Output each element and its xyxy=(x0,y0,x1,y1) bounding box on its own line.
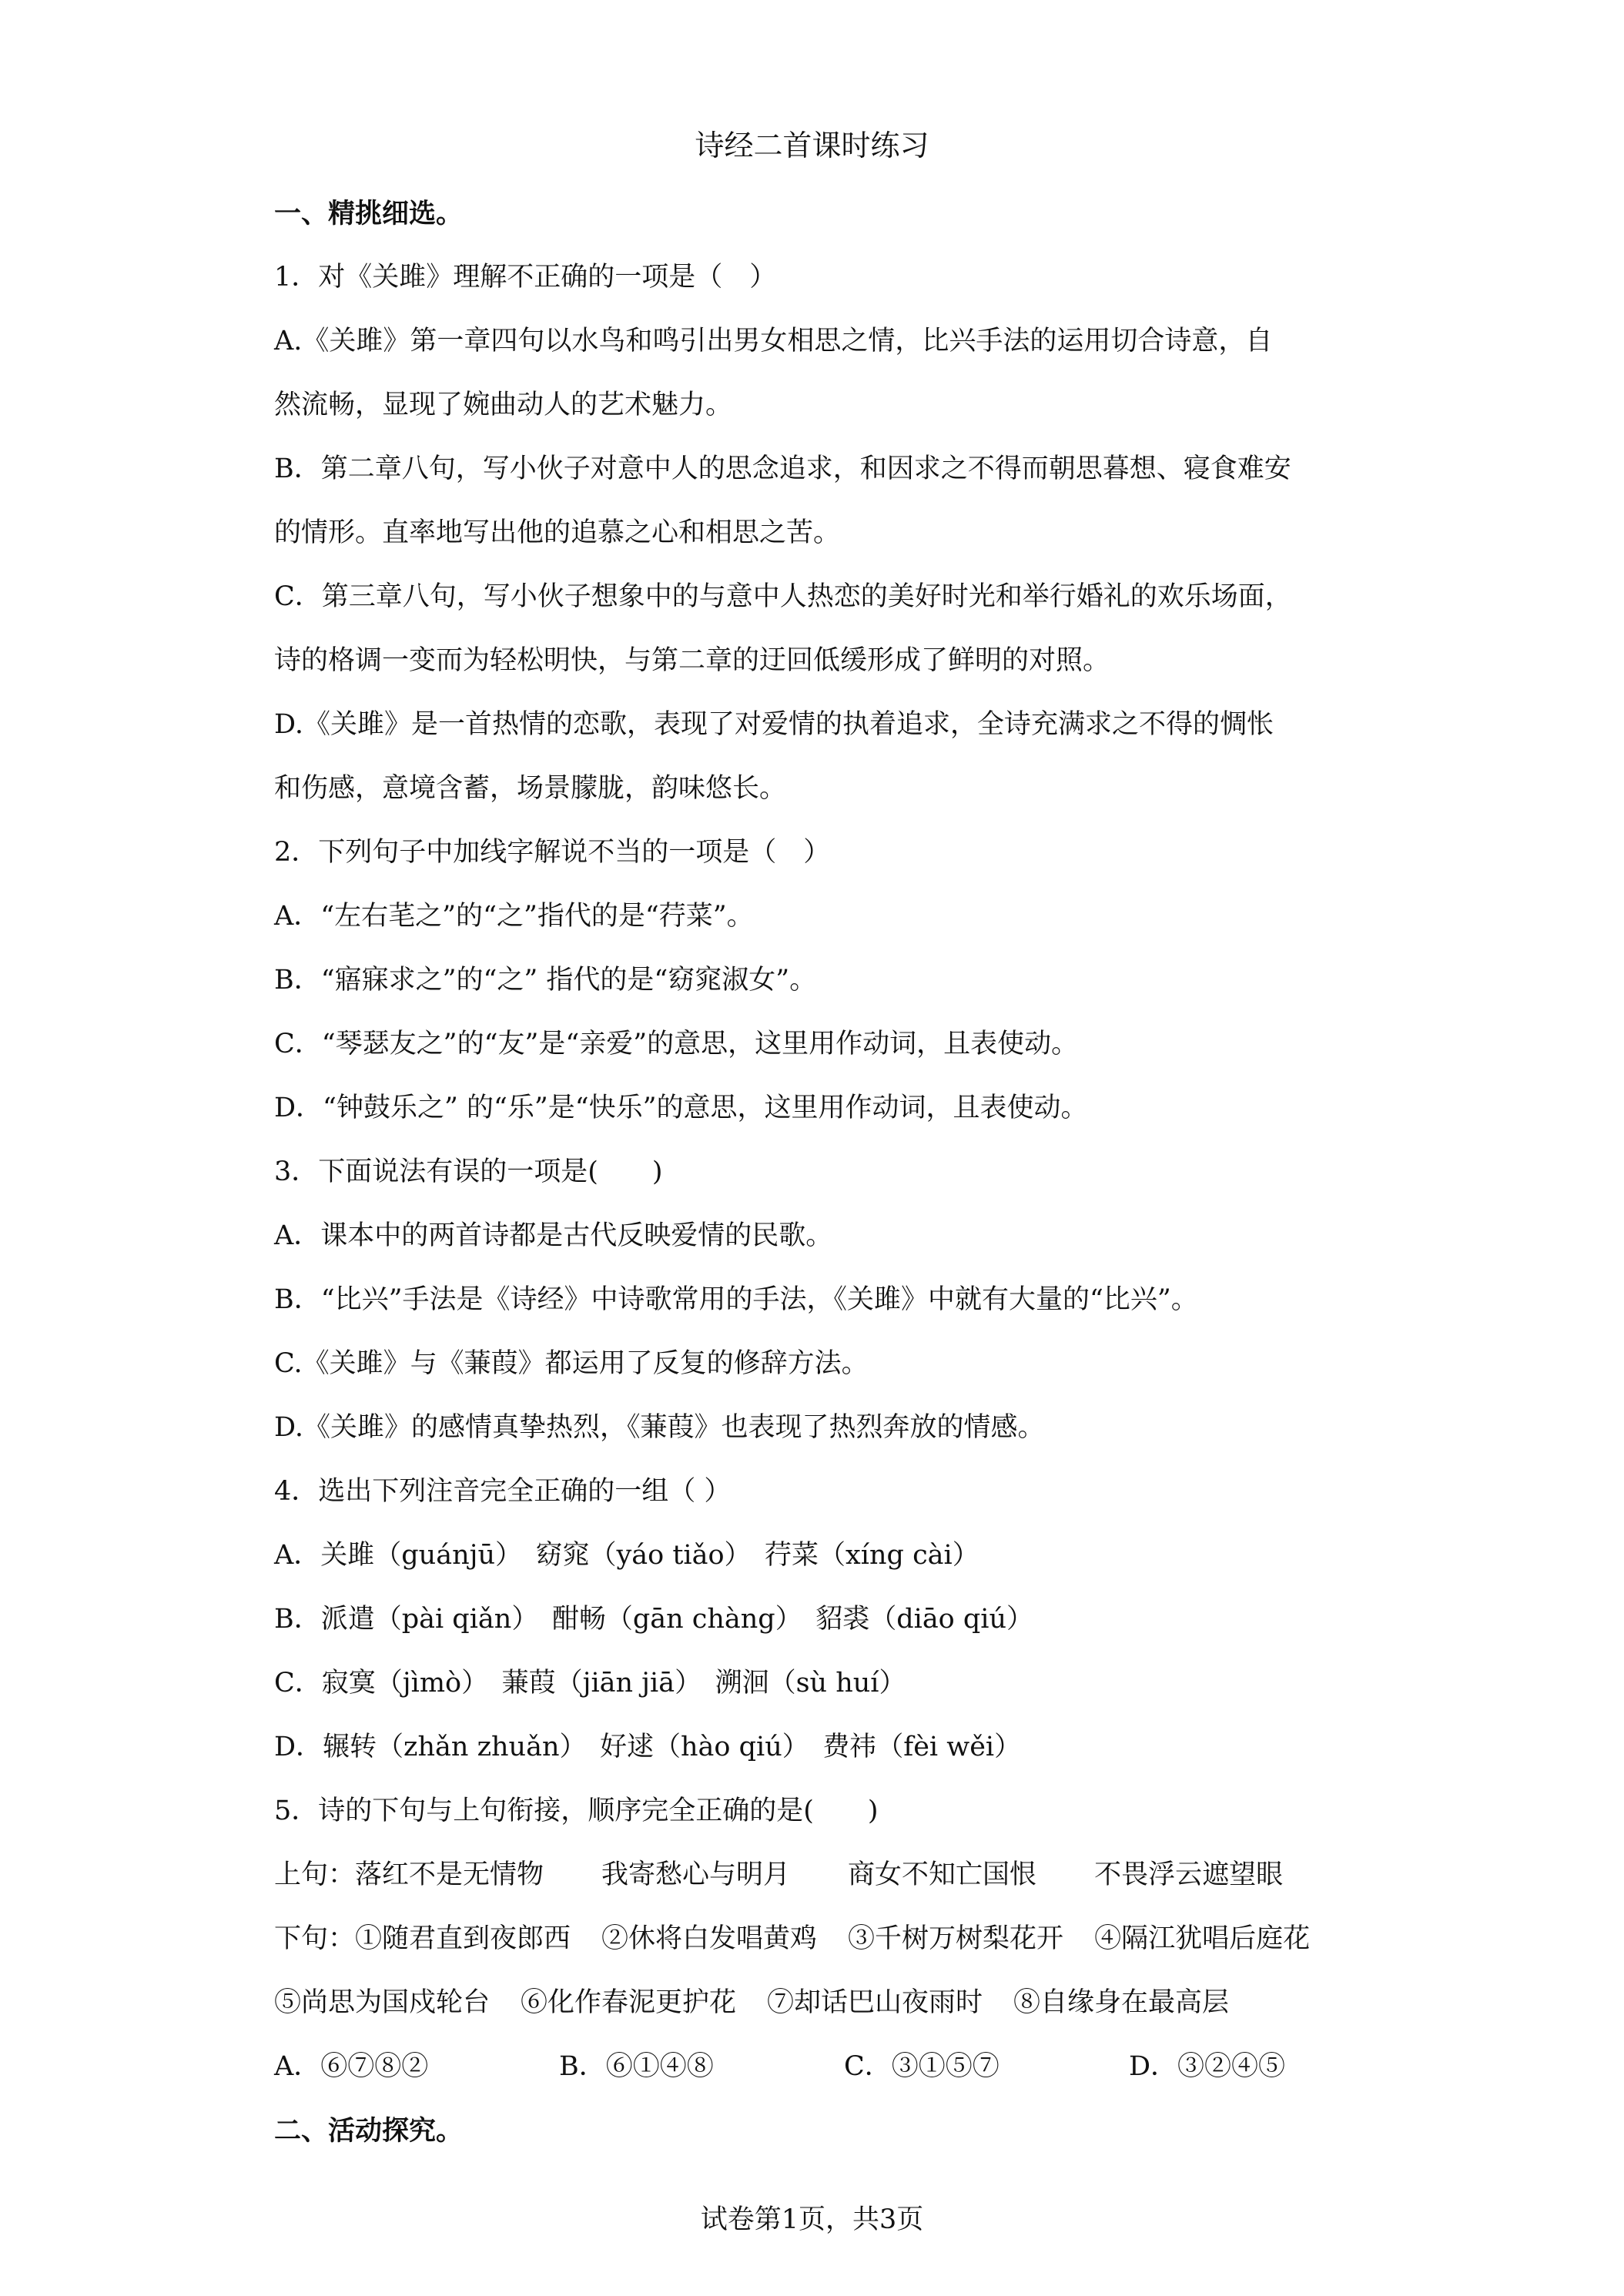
question-4-option-b: B．派遣（pài qiǎn） 酣畅（gān chàng） 貂裘（diāo qiú） xyxy=(274,1604,1034,1635)
question-4-option-d: D．辗转（zhǎn zhuǎn） 好逑（hào qiú） 费祎（fèi wěi） xyxy=(274,1732,1022,1762)
upper-line: 商女不知亡国恨 xyxy=(848,1859,1037,1890)
question-2-option-c: C．“琴瑟友之”的“友”是“亲爱”的意思，这里用作动词，且表使动。 xyxy=(274,1029,1079,1059)
lower-line: ②休将白发唱黄鸡 xyxy=(601,1923,818,1954)
question-2-option-a: A．“左右芼之”的“之”指代的是“荇菜”。 xyxy=(274,901,754,932)
question-3-option-c: C.《关雎》与《蒹葭》都运用了反复的修辞方法。 xyxy=(274,1348,869,1379)
question-1-option-b-cont: 的情形。直率地写出他的追慕之心和相思之苦。 xyxy=(274,517,841,548)
question-4-stem: 4．选出下列注音完全正确的一组（ ） xyxy=(274,1476,732,1507)
question-5-stem: 5．诗的下句与上句衔接，顺序完全正确的是( ) xyxy=(274,1796,879,1826)
question-2-option-d: D．“钟鼓乐之” 的“乐”是“快乐”的意思，这里用作动词，且表使动。 xyxy=(274,1093,1088,1123)
lower-line: ①随君直到夜郎西 xyxy=(355,1923,571,1954)
question-3-option-b: B．“比兴”手法是《诗经》中诗歌常用的手法，《关雎》中就有大量的“比兴”。 xyxy=(274,1284,1198,1315)
question-5-upper-lines xyxy=(274,1843,1368,1907)
lower-line: ③千树万树梨花开 xyxy=(848,1923,1064,1954)
lower-line: ⑤尚思为国戍轮台 xyxy=(274,1987,491,2018)
section-heading-1: 一、精挑细选。 xyxy=(274,198,464,229)
question-5-lower-lines-2 xyxy=(274,1971,1368,2035)
question-3-stem: 3．下面说法有误的一项是( ) xyxy=(274,1156,663,1187)
question-5-choices xyxy=(274,2035,1368,2099)
question-5-lower-lines-1 xyxy=(274,1907,1368,1971)
choice-c: C．③①⑤⑦ xyxy=(844,2051,1000,2082)
question-3-option-a: A．课本中的两首诗都是古代反映爱情的民歌。 xyxy=(274,1220,833,1251)
lower-line: ⑦却话巴山夜雨时 xyxy=(767,1987,983,2018)
page-footer: 试卷第1页，共3页 xyxy=(700,2204,924,2235)
question-1-option-a: A.《关雎》第一章四句以水鸟和鸣引出男女相思之情，比兴手法的运用切合诗意，自 xyxy=(274,326,1273,356)
question-4-option-c: C．寂寞（jìmò） 蒹葭（jiān jiā） 溯洄（sù huí） xyxy=(274,1668,906,1699)
lower-line: ⑧自缘身在最高层 xyxy=(1013,1987,1230,2018)
section-heading-2: 二、活动探究。 xyxy=(274,2115,464,2147)
question-1-stem: 1．对《关雎》理解不正确的一项是（ ） xyxy=(274,262,777,293)
upper-line: 我寄愁心与明月 xyxy=(601,1859,791,1890)
question-4-option-a: A．关雎（guánjū） 窈窕（yáo tiǎo） 荇菜（xíng cài） xyxy=(274,1540,979,1571)
lower-line: ⑥化作春泥更护花 xyxy=(521,1987,737,2018)
question-1-option-d-cont: 和伤感，意境含蓄，场景朦胧，韵味悠长。 xyxy=(274,773,787,804)
upper-line: 落红不是无情物 xyxy=(355,1859,544,1890)
question-1-option-d: D.《关雎》是一首热情的恋歌，表现了对爱情的执着追求，全诗充满求之不得的惆怅 xyxy=(274,709,1274,740)
question-1-option-c: C．第三章八句，写小伙子想象中的与意中人热恋的美好时光和举行婚礼的欢乐场面， xyxy=(274,581,1292,612)
choice-a: A．⑥⑦⑧② xyxy=(274,2051,429,2082)
question-1-option-b: B．第二章八句，写小伙子对意中人的思念追求，和因求之不得而朝思暮想、寝食难安 xyxy=(274,454,1291,484)
choice-b: B．⑥①④⑧ xyxy=(559,2051,714,2082)
upper-line: 不畏浮云遮望眼 xyxy=(1094,1859,1284,1890)
question-2-stem: 2．下列句子中加线字解说不当的一项是（ ） xyxy=(274,837,831,868)
upper-label: 上句： xyxy=(274,1859,356,1890)
question-1-option-a-cont: 然流畅，显现了婉曲动人的艺术魅力。 xyxy=(274,390,733,420)
question-2-option-b: B．“寤寐求之”的“之” 指代的是“窈窕淑女”。 xyxy=(274,965,817,996)
question-1-option-c-cont: 诗的格调一变而为轻松明快，与第二章的迂回低缓形成了鲜明的对照。 xyxy=(274,645,1110,676)
lower-label: 下句： xyxy=(274,1923,356,1954)
content xyxy=(274,182,1368,2163)
question-3-option-d: D.《关雎》的感情真挚热烈，《蒹葭》也表现了热烈奔放的情感。 xyxy=(274,1412,1045,1443)
page-title: 诗经二首课时练习 xyxy=(695,129,929,162)
lower-line: ④隔江犹唱后庭花 xyxy=(1094,1923,1311,1954)
choice-d: D．③②④⑤ xyxy=(1129,2051,1286,2082)
